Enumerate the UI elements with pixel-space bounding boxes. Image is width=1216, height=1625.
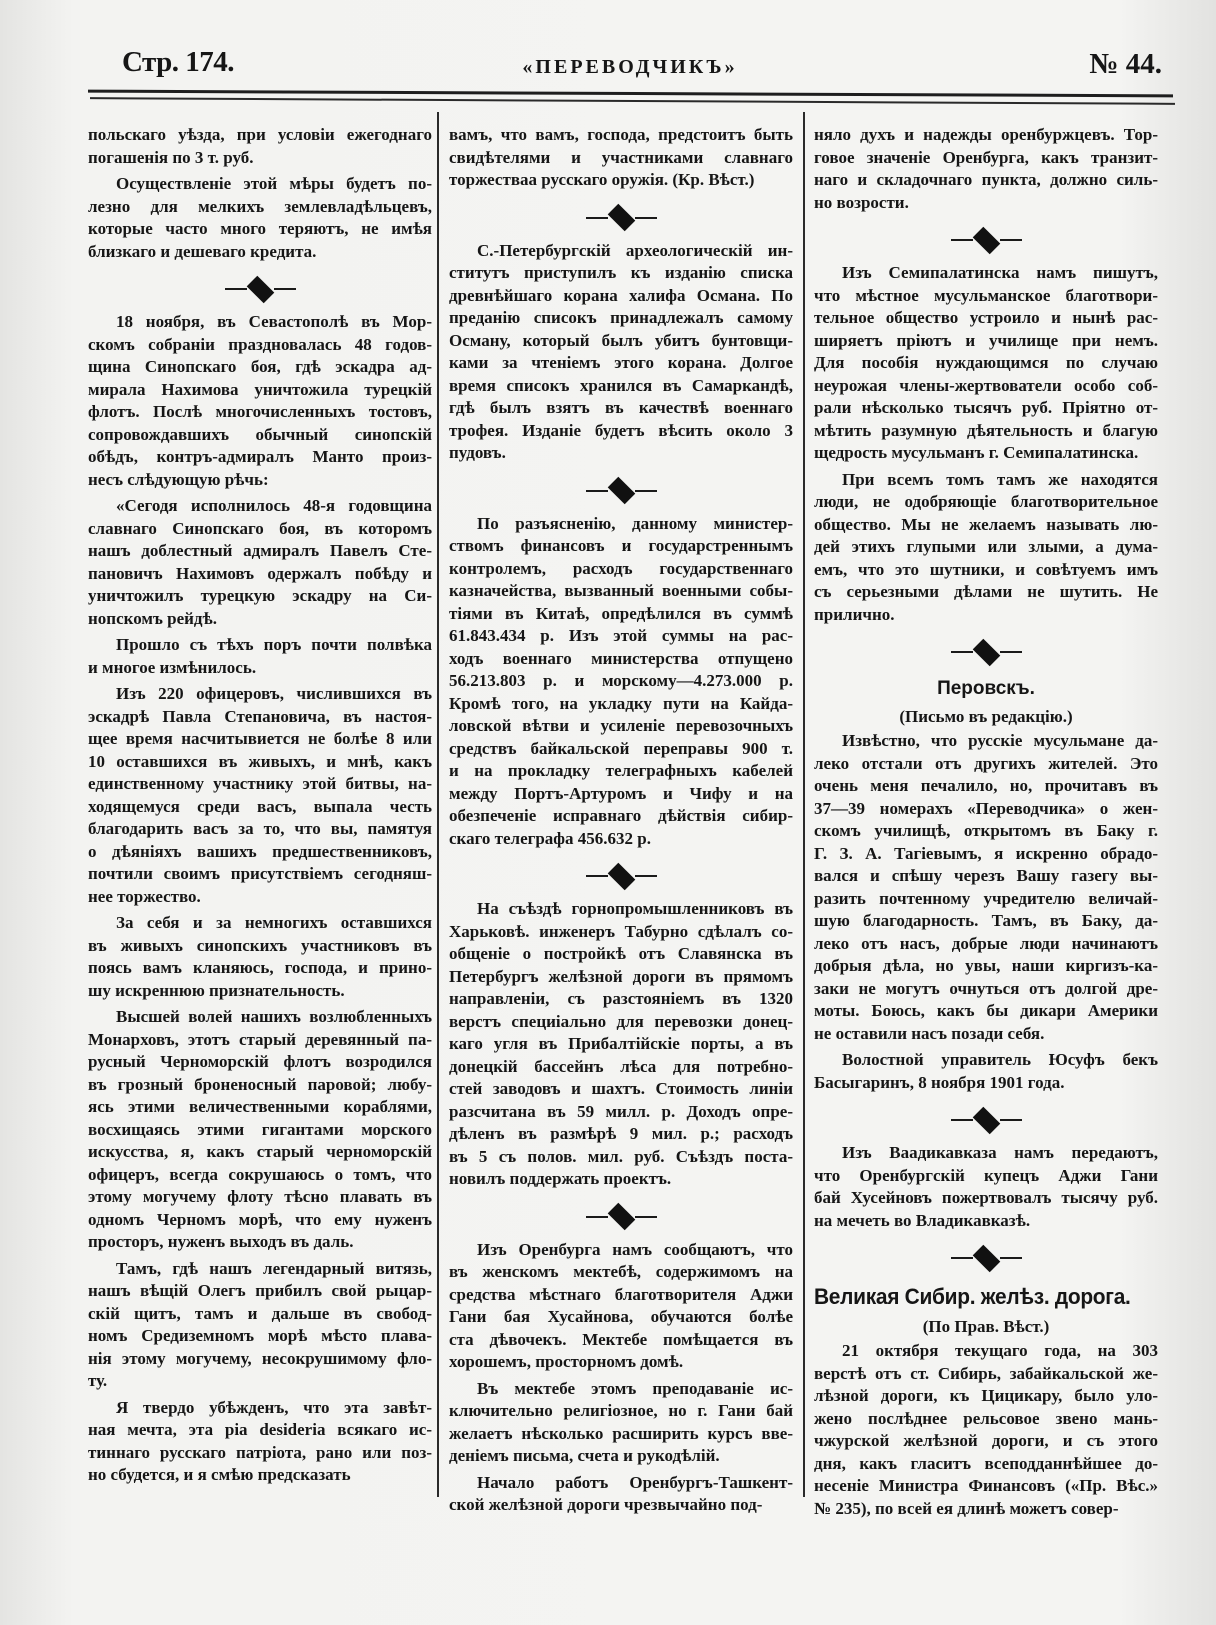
text-line: разить почтенному учредителю величай- <box>814 888 1158 908</box>
section-divider-ornament <box>814 218 1158 262</box>
text-line: несеніе Министра Финансовъ («Пр. Вѣс.» <box>814 1476 1158 1495</box>
text-line: добрыя дѣла, но увы, наши киргизъ-ка- <box>814 956 1158 975</box>
text-line: офицеръ, всегда сокрушаюсь о томъ, что <box>88 1164 432 1184</box>
text-line: Осуществленіе этой мѣры будетъ по- <box>116 174 432 193</box>
text-line: мѣтить разумную дѣятельность и благую <box>814 420 1158 440</box>
text-line: ской желѣзной дороги чрезвычайно под- <box>449 1495 763 1514</box>
paragraph <box>814 730 1158 1045</box>
text-line: скій щитъ, тамъ и дальше въ свобод- <box>88 1303 432 1323</box>
text-line: въ грозный броненосный паровой; любу- <box>88 1074 432 1094</box>
text-line: нашъ доблестный адмиралъ Павелъ Сте- <box>88 541 432 560</box>
text-line: въ женскомъ мектебѣ, содержимомъ на <box>449 1262 793 1281</box>
text-line: направленіи, съ разстояніемъ въ 1320 <box>449 989 793 1008</box>
text-line: тельное общество устроило и нынѣ рас- <box>814 308 1158 327</box>
text-line: жено послѣднее рельсовое звено мань- <box>814 1408 1158 1428</box>
text-line: № 235), по всей ея длинѣ можетъ совер- <box>814 1498 1119 1518</box>
text-line: наго и складочнаго пункта, должно силь- <box>814 170 1158 189</box>
header-rule <box>88 90 1173 98</box>
text-line: лезно для мелкихъ землевладѣльцевъ, <box>88 196 432 216</box>
text-line: щее время насчитывиется не болѣе 8 или <box>88 729 432 748</box>
text-line: С.-Петербургскій археологическій ин- <box>477 240 793 260</box>
text-line: общество. Мы не желаемъ называть лю- <box>814 514 1158 534</box>
text-line: трофея. Изданіе будетъ вѣсить около 3 <box>449 420 793 440</box>
text-line: нопскомъ рейдѣ. <box>88 608 217 628</box>
text-line: но возрости. <box>814 192 909 212</box>
divider-line <box>1000 1119 1022 1121</box>
text-line: На съѣздѣ горнопромышленниковъ въ <box>477 899 793 918</box>
section-divider-ornament <box>449 469 793 513</box>
diamond-icon <box>607 862 635 890</box>
text-line: шую благодарность. Тамъ, въ Баку, да- <box>814 911 1158 930</box>
divider-line <box>635 490 657 492</box>
paragraph <box>814 1340 1158 1520</box>
text-line: ная мечта, эта pia desideria всякаго ис- <box>88 1420 432 1439</box>
article-subheading: (Письмо въ редакцію.) <box>899 707 1073 726</box>
section-divider-ornament <box>449 196 793 240</box>
text-line: почтили своимъ присутствіемъ сегодняш- <box>88 864 432 883</box>
paragraph <box>88 311 432 491</box>
text-line: Монарховъ, этотъ старый деревянный па- <box>88 1029 432 1049</box>
text-line: казначейства, вызванный военными собы- <box>449 581 793 600</box>
text-line: и многое измѣнилось. <box>88 657 257 677</box>
paragraph <box>88 173 432 263</box>
paragraph <box>88 495 432 630</box>
text-line: ловской вѣтви и усиленіе перевозочныхъ <box>449 716 793 735</box>
paragraph <box>88 912 432 1002</box>
text-line: Извѣстно, что русскіе мусульмане да- <box>842 731 1158 750</box>
text-line: близкаго и дешеваго кредита. <box>88 241 317 261</box>
text-line: искусства, я, какъ старый черноморскій <box>88 1142 432 1161</box>
text-line: Для пособія нуждающимся по случаю <box>814 353 1158 372</box>
paragraph <box>449 1378 793 1468</box>
text-line: благодарить васъ за то, что вы, памятуя <box>88 819 432 838</box>
column-2 <box>449 124 793 1521</box>
text-line: уничтожилъ турецкую эскадру на Си- <box>88 586 432 605</box>
paragraph <box>88 124 432 169</box>
text-line: и на прокладку телеграфныхъ кабелей <box>449 761 793 780</box>
divider-line <box>951 1119 973 1121</box>
column-rule <box>803 112 805 1497</box>
text-line: торжествaа русскаго оружія. (Кр. Вѣст.) <box>449 170 755 189</box>
divider-line <box>1000 239 1022 241</box>
divider-line <box>635 217 657 219</box>
text-line: мирала Нахимова уничтожила турецкій <box>88 379 432 399</box>
text-line: но сбудется, и я смѣю предсказать <box>88 1465 351 1484</box>
text-line: дей этихъ глупыми или злыми, а дума- <box>814 537 1158 556</box>
diamond-icon <box>607 477 635 505</box>
text-line: сопровождавшихъ обычный синопскій <box>88 424 432 444</box>
text-line: Петербургъ желѣзной дороги въ прямомъ <box>449 966 793 986</box>
text-line: свидѣтелями и участниками славнаго <box>449 147 793 167</box>
text-line: 21 октября текущаго года, на 303 <box>842 1341 1158 1360</box>
text-line: поясь вамъ кланяюсь, господа, и прино- <box>88 958 432 977</box>
text-line: съ серьезными дѣлами не шутить. Не <box>814 582 1158 601</box>
text-line: чжурской желѣзной дороги, и съ этого <box>814 1431 1158 1450</box>
text-line: Харьковѣ. инженеръ Табурно сдѣлалъ со- <box>449 921 793 941</box>
text-line: погашенія по 3 т. руб. <box>88 147 254 167</box>
text-line: новилъ поддержать проектъ. <box>449 1169 672 1188</box>
text-line: время списокъ хранился въ Самаркандѣ, <box>449 375 793 395</box>
section-divider-ornament <box>449 1195 793 1239</box>
text-line: гдѣ былъ взятъ въ качествѣ военнаго <box>449 398 793 417</box>
text-line: разсчитана въ 59 милл. р. Доходъ опре- <box>449 1101 793 1121</box>
text-line: шу искреннюю признательность. <box>88 980 345 1000</box>
text-line: верстѣ отъ ст. Сибирь, забайкальской же- <box>814 1363 1158 1383</box>
text-line: одномъ Черномъ морѣ, что ему нуженъ <box>88 1209 432 1229</box>
text-line: моты. Боюсь, какъ бы дикари Америки <box>814 1001 1158 1020</box>
text-line: контролемъ, расходъ государственнаго <box>449 558 793 578</box>
header-rule <box>90 97 1175 105</box>
paragraph <box>88 1006 432 1254</box>
paragraph <box>449 1472 793 1517</box>
text-line: донецкій бассейнъ лѣса для потребно- <box>449 1056 793 1076</box>
newspaper-title: «ПЕРЕВОДЧИКЪ» <box>522 56 738 78</box>
paragraph <box>88 1397 432 1487</box>
text-line: леко отстали отъ другихъ жителей. Это <box>814 753 1158 773</box>
divider-line <box>586 217 608 219</box>
text-line: ту. <box>88 1371 108 1390</box>
text-line: о дѣяніяхъ вашихъ предшественниковъ, <box>88 841 432 861</box>
article-subheading: (По Прав. Вѣст.) <box>922 1317 1050 1336</box>
text-line: люди, не одобряющіе благотворительное <box>814 492 1158 511</box>
text-line: ключительно религіозное, но г. Гани бай <box>449 1401 793 1420</box>
text-line: славнаго Синопскаго боя, въ которомъ <box>88 518 432 538</box>
text-line: скаго телеграфа 456.632 р. <box>449 828 651 848</box>
text-line: щина Синопскаго боя, гдѣ эскадра ад- <box>88 357 432 376</box>
text-line: средствъ байкальской переправы 900 т. <box>449 738 793 758</box>
text-line: Изъ Семипалатинска намъ пишутъ, <box>842 263 1158 282</box>
text-line: говое значеніе Оренбурга, какъ транзит- <box>814 147 1158 167</box>
diamond-icon <box>246 275 274 303</box>
text-line: Въ мектебе этомъ преподаваніе ис- <box>477 1378 793 1398</box>
text-line: каго угля въ Прибалтійскіе порты, а въ <box>449 1034 793 1053</box>
section-divider-ornament <box>814 1098 1158 1142</box>
text-line: преданію списокъ принадлежалъ самому <box>449 308 793 327</box>
text-line: Гани бая Хусайнова, обучаются болѣе <box>449 1307 793 1326</box>
text-line: заки не могутъ очнуться отъ долгой дре- <box>814 978 1158 998</box>
paragraph <box>449 1239 793 1374</box>
text-line: Прошло съ тѣхъ поръ почти полвѣка <box>116 635 432 654</box>
divider-line <box>1000 651 1022 653</box>
paragraph <box>449 240 793 465</box>
text-line: несъ слѣдующую рѣчь: <box>88 469 269 489</box>
column-1 <box>88 124 432 1491</box>
diamond-icon <box>972 226 1000 254</box>
text-line: ходъ военнаго министерства отпущено <box>449 648 793 668</box>
text-line: ширяетъ пріютъ и училище при немъ. <box>814 330 1158 350</box>
text-line: прилично. <box>814 604 895 624</box>
text-line: хорошемъ, просторномъ домѣ. <box>449 1352 684 1371</box>
text-line: емъ, что это шутники, и совѣтуемъ имъ <box>814 559 1158 579</box>
section-divider-ornament <box>449 854 793 898</box>
text-line: ститутъ приступилъ къ изданію списка <box>449 263 793 282</box>
text-line: дѣленъ въ размѣрѣ 9 мил. р.; расходъ <box>449 1124 793 1143</box>
divider-line <box>274 288 296 290</box>
text-line: нашъ вѣщій Олегъ прибилъ свой рыцар- <box>88 1281 432 1300</box>
text-line: вался и спѣшу черезъ Вашу газегу вы- <box>814 866 1158 885</box>
article-heading: Великая Сибир. желѣз. дорога. <box>814 1284 1131 1309</box>
divider-line <box>635 1216 657 1218</box>
text-line: деніемъ письма, счета и рукодѣлій. <box>449 1446 720 1465</box>
text-line: обѣдъ, контръ-адмиралъ Манто произ- <box>88 447 432 466</box>
text-line: польскаго уѣзда, при условіи ежегоднаго <box>88 125 432 144</box>
text-line: древнѣйшаго корана халифа Османа. По <box>449 285 793 305</box>
text-line: дня, какъ гласитъ всеподданнѣйшее до- <box>814 1453 1158 1473</box>
paragraph <box>814 124 1158 214</box>
divider-line <box>951 239 973 241</box>
text-line: бай Хусейновъ пожертвовалъ тысячу руб. <box>814 1188 1158 1207</box>
text-line: номъ Средиземномъ морѣ мѣсто плава- <box>88 1326 432 1345</box>
section-divider-ornament <box>88 267 432 311</box>
text-line: ста дѣвочекъ. Мектебе помѣщается въ <box>449 1329 793 1349</box>
text-line: общеніе о постройкѣ отъ Славянска въ <box>449 944 793 963</box>
text-line: За себя и за немногихъ оставшихся <box>116 913 432 932</box>
diamond-icon <box>607 204 635 232</box>
text-line: восхищаясь этими гигантами морского <box>88 1119 432 1139</box>
text-line: что мѣстное мусульманское благотвори- <box>814 285 1158 305</box>
column-3 <box>814 124 1158 1524</box>
text-line: неурожая члены-жертвователи особо соб- <box>814 375 1158 395</box>
paragraph <box>449 124 793 192</box>
paragraph <box>88 634 432 679</box>
divider-line <box>586 490 608 492</box>
text-line: очень меня печалило, но, прочитавъ въ <box>814 776 1158 795</box>
text-line: просторъ, нуженъ выходъ въ даль. <box>88 1232 354 1251</box>
text-line: ствомъ финансовъ и государстреннымъ <box>449 536 793 555</box>
text-line: единственному участнику этой битвы, на- <box>88 774 432 793</box>
text-line: въ 5 съ полов. мил. руб. Съѣздъ поста- <box>449 1146 793 1166</box>
diamond-icon <box>972 638 1000 666</box>
text-line: не оставили насъ позади себя. <box>814 1023 1045 1043</box>
text-line: между Портъ-Артуромъ и Чифу и на <box>449 783 793 803</box>
paragraph <box>88 1258 432 1393</box>
text-line: Кромѣ того, на укладку пути на Кайда- <box>449 693 793 713</box>
text-line: лѣзной дороги, къ Цицикару, было уло- <box>814 1386 1158 1405</box>
text-line: нія этому могучему, несокрушимому фло- <box>88 1348 432 1368</box>
text-line: 56.213.803 р. и морскому—4.273.000 р. <box>449 671 793 690</box>
text-line: желаетъ нѣсколько расширить курсъ вве- <box>449 1423 793 1443</box>
text-line: Волостной управитель Юсуфъ бекъ <box>842 1050 1158 1069</box>
text-line: «Сегодя исполнилось 48-я годовщина <box>116 496 432 515</box>
text-line: Басыгаринъ, 8 ноября 1901 года. <box>814 1072 1065 1092</box>
text-line: флотъ. Послѣ многочисленныхъ тостовъ, <box>88 402 432 421</box>
text-line: русный Черноморскій флотъ возродился <box>88 1052 432 1071</box>
column-rule <box>437 112 439 1497</box>
paragraph <box>449 898 793 1191</box>
text-line: въ живыхъ синопскихъ участниковъ въ <box>88 935 432 955</box>
article-heading: Перовскъ. <box>937 678 1035 699</box>
text-line: ясь этими величественными кораблями, <box>88 1097 432 1116</box>
text-line: Г. З. А. Тагіевымъ, я искренно обрадо- <box>814 843 1158 863</box>
text-line: этому могучему флоту тѣсно плавать въ <box>88 1187 432 1206</box>
text-line: При всемъ томъ тамъ же находятся <box>842 469 1158 489</box>
text-line: нее торжество. <box>88 886 201 906</box>
text-line: 18 ноября, въ Севастополѣ въ Мор- <box>116 312 432 331</box>
divider-line <box>951 651 973 653</box>
section-divider-ornament <box>814 1236 1158 1280</box>
text-line: Начало работъ Оренбургъ-Ташкент- <box>477 1472 793 1492</box>
diamond-icon <box>972 1244 1000 1272</box>
text-line: няло духъ и надежды оренбуржцевъ. Тор- <box>814 125 1158 144</box>
text-line: По разъясненію, данному министер- <box>477 513 793 533</box>
text-line: 61.843.434 р. Изъ этой суммы на рас- <box>449 626 793 645</box>
divider-line <box>635 875 657 877</box>
text-line: Высшей волей нашихъ возлюбленныхъ <box>116 1007 432 1026</box>
paragraph <box>814 469 1158 627</box>
text-line: пановичъ Нахимовъ одержалъ побѣду и <box>88 563 432 583</box>
divider-line <box>951 1257 973 1259</box>
text-line: вамъ, что вамъ, господа, предстоитъ быть <box>449 125 793 144</box>
divider-line <box>1000 1257 1022 1259</box>
text-line: скомъ училищѣ, открытомъ въ Баку г. <box>814 821 1158 840</box>
divider-line <box>586 875 608 877</box>
diamond-icon <box>972 1106 1000 1134</box>
divider-line <box>225 288 247 290</box>
text-line: Изъ Оренбурга намъ сообщаютъ, что <box>477 1239 793 1259</box>
text-line: обезпеченіе исправнаго дѣйствія сибир- <box>449 806 793 825</box>
text-line: Я твердо убѣжденъ, что эта завѣт- <box>116 1397 432 1417</box>
text-line: средства мѣстнаго благотворителя Аджи <box>449 1284 793 1304</box>
text-line: пудовъ. <box>449 443 506 462</box>
divider-line <box>586 1216 608 1218</box>
text-line: Осману, который былъ убитъ бунтовщи- <box>449 330 793 350</box>
page-number: Стр. 174. <box>122 46 235 78</box>
text-line: на мечеть во Владикавказѣ. <box>814 1210 1031 1230</box>
text-line: верстъ специіально для перевозки донец- <box>449 1011 793 1031</box>
diamond-icon <box>607 1203 635 1231</box>
text-line: 10 оставшихся въ живыхъ, и мнѣ, какъ <box>88 751 432 771</box>
issue-number: № 44. <box>1089 48 1162 80</box>
text-line: щедрость мусульманъ г. Семипалатинска. <box>814 443 1139 462</box>
text-line: 37—39 номерахъ «Переводчика» о жен- <box>814 798 1158 818</box>
text-line: тиннаго русскаго патріота, рано или поз- <box>88 1442 432 1462</box>
text-line: Тамъ, гдѣ нашъ легендарный витязь, <box>116 1258 432 1278</box>
text-line: рали нѣсколько тысячъ руб. Пріятно от- <box>814 398 1158 417</box>
paragraph <box>814 1142 1158 1232</box>
text-line: Изъ 220 офицеровъ, числившихся въ <box>116 684 432 703</box>
paragraph <box>814 262 1158 465</box>
text-line: скомъ собраніи праздновалась 48 годов- <box>88 334 432 354</box>
page-header <box>90 44 1170 84</box>
section-divider-ornament <box>814 630 1158 674</box>
paragraph <box>449 513 793 851</box>
text-line: тіями въ Китаѣ, опредѣлился въ суммѣ <box>449 603 793 623</box>
paragraph <box>814 1049 1158 1094</box>
text-line: леко отъ насъ, добрые люди начинаютъ <box>814 933 1158 953</box>
text-line: ходящемуся среди васъ, выпала честь <box>88 796 432 816</box>
text-line: эскадрѣ Павла Степановича, въ настоя- <box>88 706 432 726</box>
text-line: которые часто много теряютъ, не имѣя <box>88 219 432 238</box>
text-line: Изъ Ваадикавказа намъ передаютъ, <box>842 1143 1158 1162</box>
paragraph <box>88 683 432 908</box>
text-line: ками за чтеніемъ этого корана. Долгое <box>449 353 793 372</box>
text-line: стей заводовъ и шахтъ. Стоимость линіи <box>449 1079 793 1098</box>
text-line: что Оренбургскій купецъ Аджи Гани <box>814 1165 1158 1185</box>
